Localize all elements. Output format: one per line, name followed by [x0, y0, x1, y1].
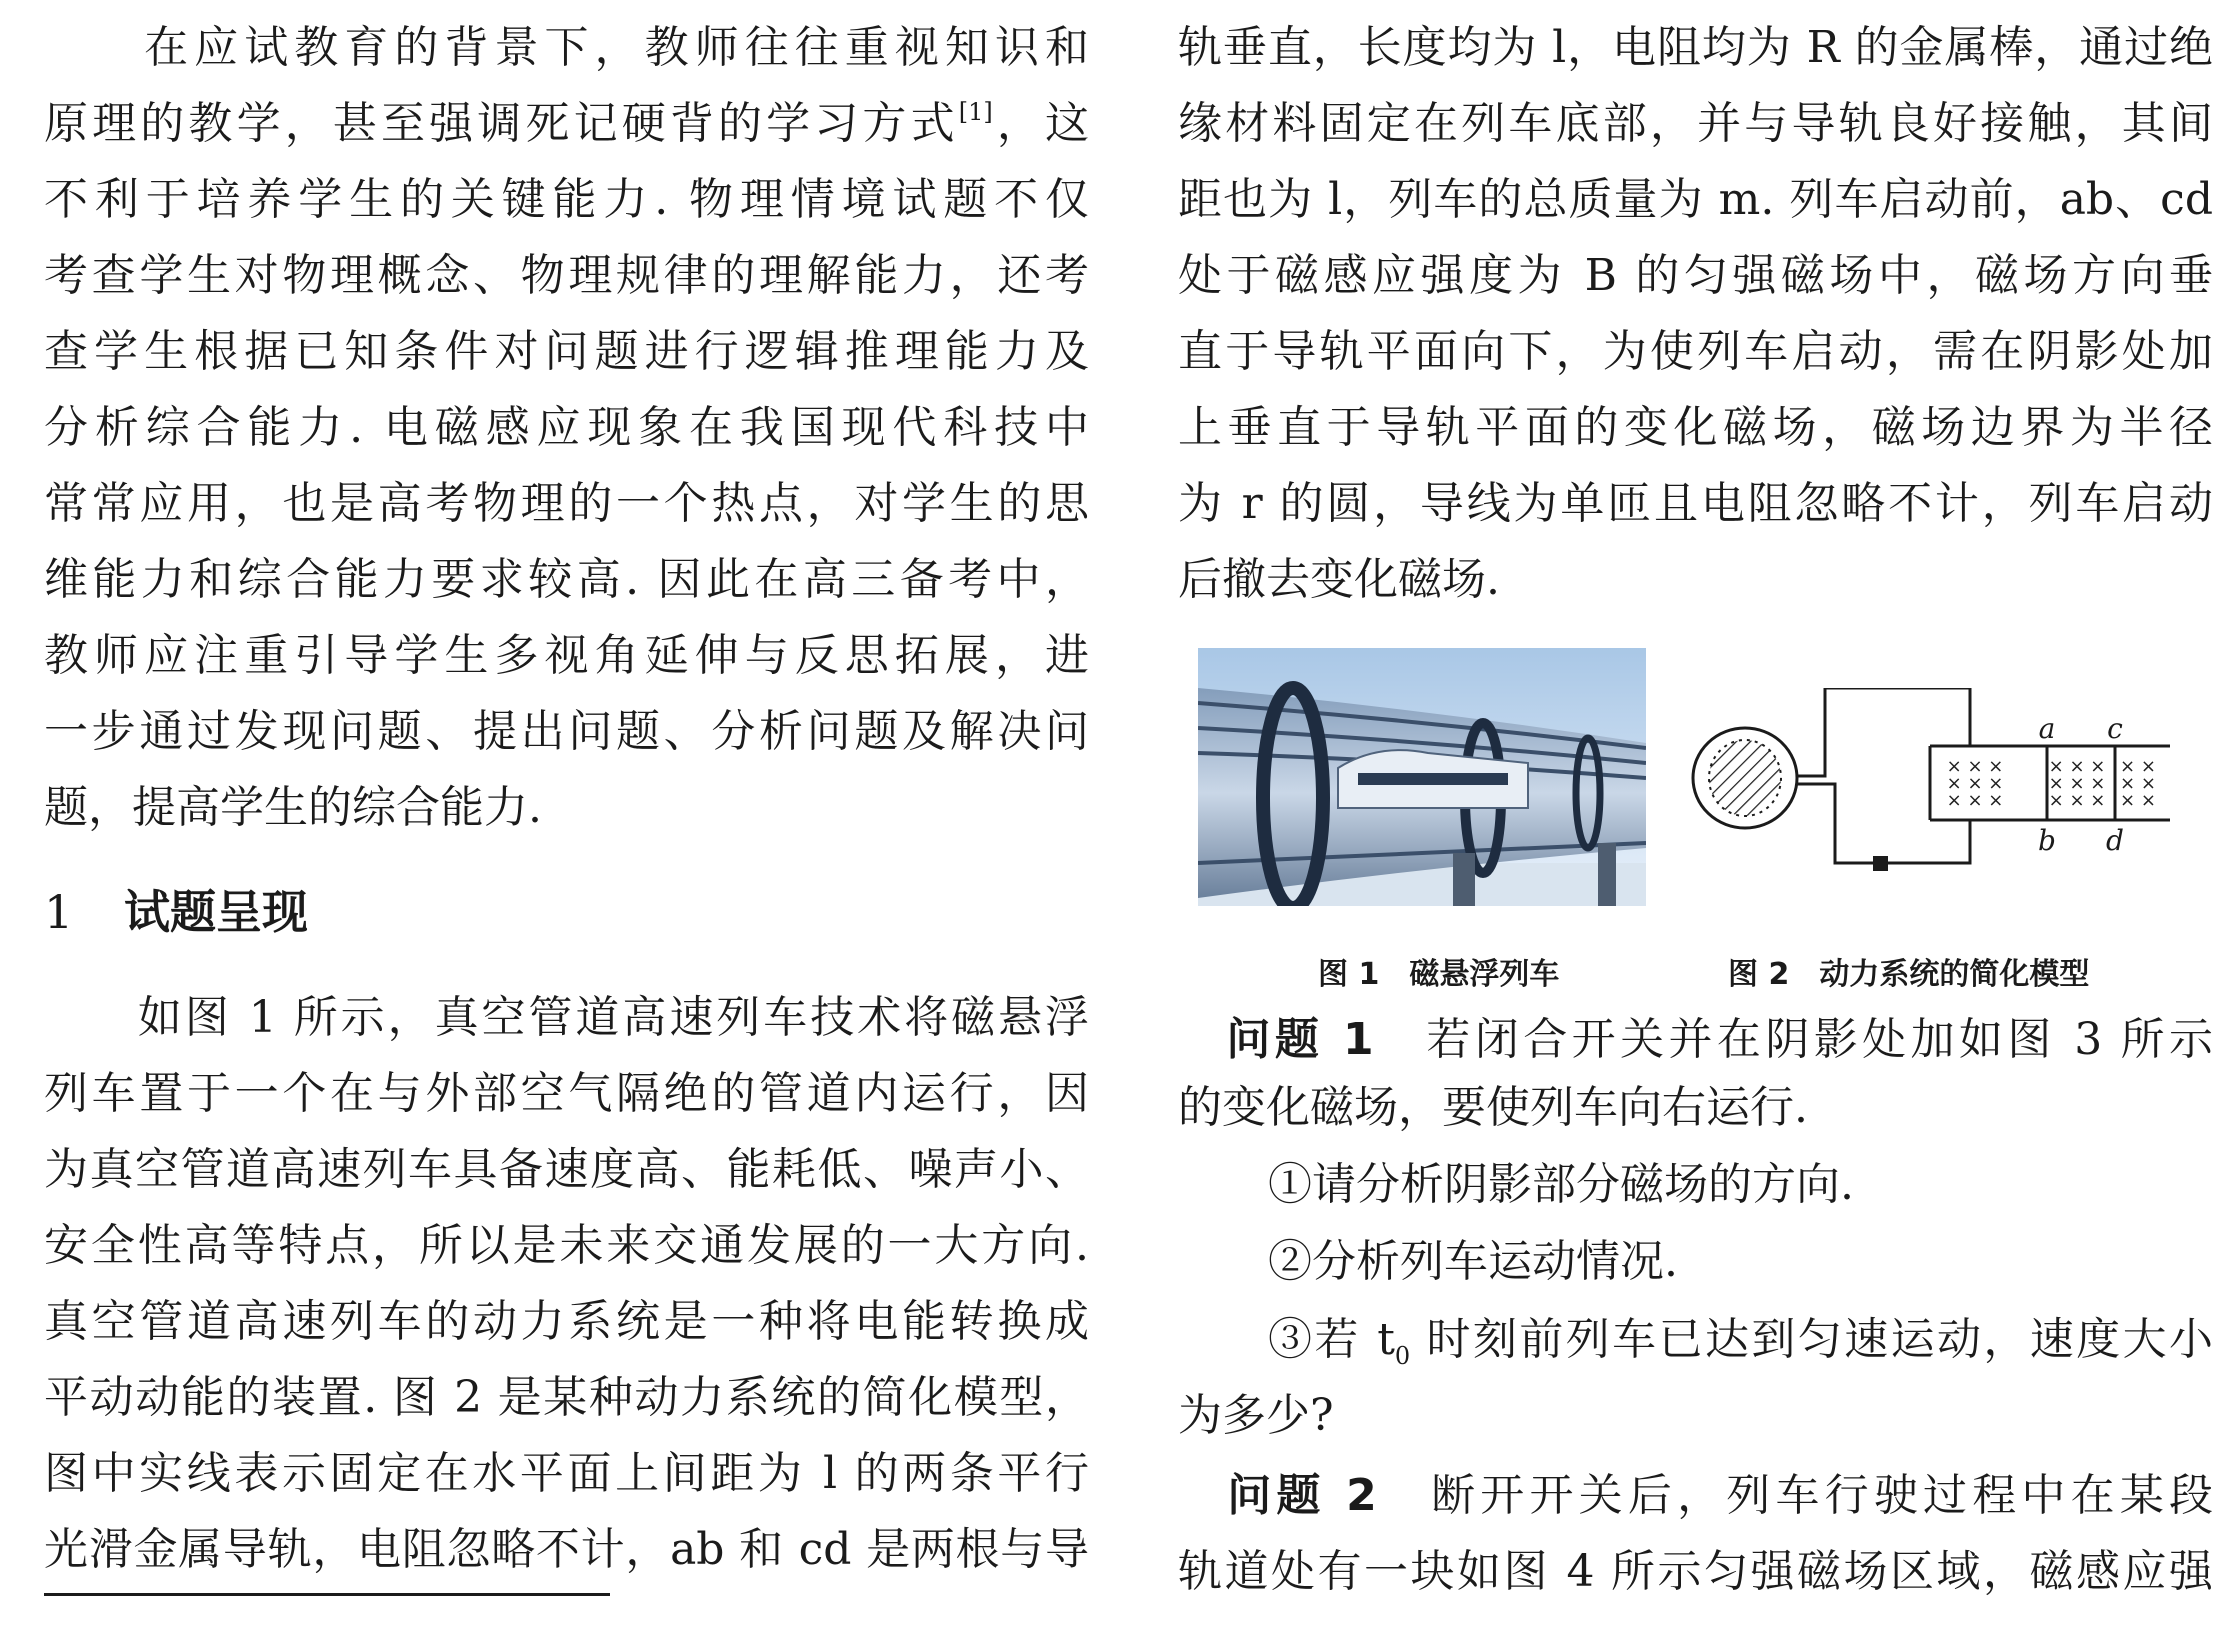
label-c: c [2107, 712, 2123, 745]
text-line: 处于磁感应强度为 B 的匀强磁场中，磁场方向垂 [1178, 250, 2213, 301]
text-line: 的变化磁场，要使列车向右运行. [1178, 1082, 1808, 1133]
text-line: 为真空管道高速列车具备速度高、能耗低、噪声小、 [44, 1144, 1089, 1195]
text-line: 列车置于一个在与外部空气隔绝的管道内运行，因 [44, 1068, 1089, 1119]
question-2-line: 问题 2 断开开关后，列车行驶过程中在某段 [1227, 1470, 2214, 1521]
svg-text:× × ×: × × × [1946, 773, 2004, 794]
text-line: 维能力和综合能力要求较高. 因此在高三备考中， [44, 554, 1089, 605]
label-a: a [2038, 712, 2056, 745]
figure2-caption: 图 2 动力系统的简化模型 [1728, 957, 2090, 992]
text-line: 直于导轨平面向下，为使列车启动，需在阴影处加 [1178, 326, 2213, 377]
svg-text:× × ×: × × × [2048, 773, 2106, 794]
svg-text:× ×: × × [2120, 756, 2156, 777]
question-item: ①请分析阴影部分磁场的方向. [1268, 1159, 1854, 1210]
text-line: 真空管道高速列车的动力系统是一种将电能转换成 [44, 1296, 1089, 1347]
svg-text:× ×: × × [2120, 790, 2156, 811]
text-line: 分析综合能力. 电磁感应现象在我国现代科技中 [44, 402, 1089, 453]
svg-text:× × ×: × × × [2048, 790, 2106, 811]
svg-text:× ×: × × [2120, 773, 2156, 794]
text-line: 常常应用，也是高考物理的一个热点，对学生的思 [44, 478, 1089, 529]
question-1-line: 问题 1 若闭合开关并在阴影处加如图 3 所示 [1226, 1014, 2214, 1065]
text-line: 如图 1 所示，真空管道高速列车技术将磁悬浮 [44, 992, 1089, 1043]
text-line: 上垂直于导轨平面的变化磁场，磁场边界为半径 [1178, 402, 2213, 453]
question-2-label: 问题 2 [1227, 1470, 1377, 1521]
section-title: 试题呈现 [124, 885, 308, 939]
text-line: 不利于培养学生的关键能力. 物理情境试题不仅 [44, 174, 1089, 225]
text-line: 轨垂直，长度均为 l，电阻均为 R 的金属棒，通过绝 [1178, 22, 2213, 73]
text-line: 为 r 的圆，导线为单匝且电阻忽略不计，列车启动 [1178, 478, 2213, 529]
citation-ref[interactable]: [1] [958, 98, 993, 126]
question-item: ②分析列车运动情况. [1268, 1236, 1678, 1287]
text-line: 教师应注重引导学生多视角延伸与反思拓展，进 [44, 630, 1089, 681]
text-line: 光滑金属导轨，电阻忽略不计，ab 和 cd 是两根与导 [44, 1524, 1089, 1575]
text-line: 为多少? [1178, 1390, 1334, 1441]
maglev-train-photo [1198, 648, 1646, 906]
text-line: 距也为 l，列车的总质量为 m. 列车启动前，ab、cd [1178, 174, 2213, 225]
text-line: 一步通过发现问题、提出问题、分析问题及解决问 [44, 706, 1089, 757]
text-line: 平动动能的装置. 图 2 是某种动力系统的简化模型， [44, 1372, 1089, 1423]
text-line: 考查学生对物理概念、物理规律的理解能力，还考 [44, 250, 1089, 301]
section-heading [44, 882, 308, 942]
svg-text:× × ×: × × × [1946, 756, 2004, 777]
label-d: d [2106, 824, 2124, 857]
text-line: 缘材料固定在列车底部，并与导轨良好接触，其间 [1178, 98, 2213, 149]
text-line: 图中实线表示固定在水平面上间距为 l 的两条平行 [44, 1448, 1089, 1499]
text-line: 在应试教育的背景下，教师往往重视知识和 [44, 22, 1089, 73]
text-line: 后撤去变化磁场. [1178, 554, 1500, 605]
text-line: 安全性高等特点，所以是未来交通发展的一大方向. [44, 1220, 1089, 1271]
question-item: ③若 $t_0$ 时刻前列车已达到匀速运动，速度大小 [1268, 1314, 2213, 1370]
text-line: 原理的教学，甚至强调死记硬背的学习方式[1]，这 [44, 98, 1090, 149]
text-line: 轨道处有一块如图 4 所示匀强磁场区域，磁感应强 [1178, 1546, 2213, 1597]
text-line: 查学生根据已知条件对问题进行逻辑推理能力及 [44, 326, 1089, 377]
svg-text:× × ×: × × × [2048, 756, 2106, 777]
section-number: 1 [44, 885, 74, 939]
svg-text:× × ×: × × × [1946, 790, 2004, 811]
label-b: b [2038, 824, 2056, 857]
question-1-label: 问题 1 [1226, 1014, 1374, 1065]
figure1-caption: 图 1 磁悬浮列车 [1318, 957, 1560, 992]
underline-rule [44, 1593, 610, 1596]
text-line: 题，提高学生的综合能力. [44, 782, 542, 833]
circuit-diagram [1690, 688, 2170, 888]
